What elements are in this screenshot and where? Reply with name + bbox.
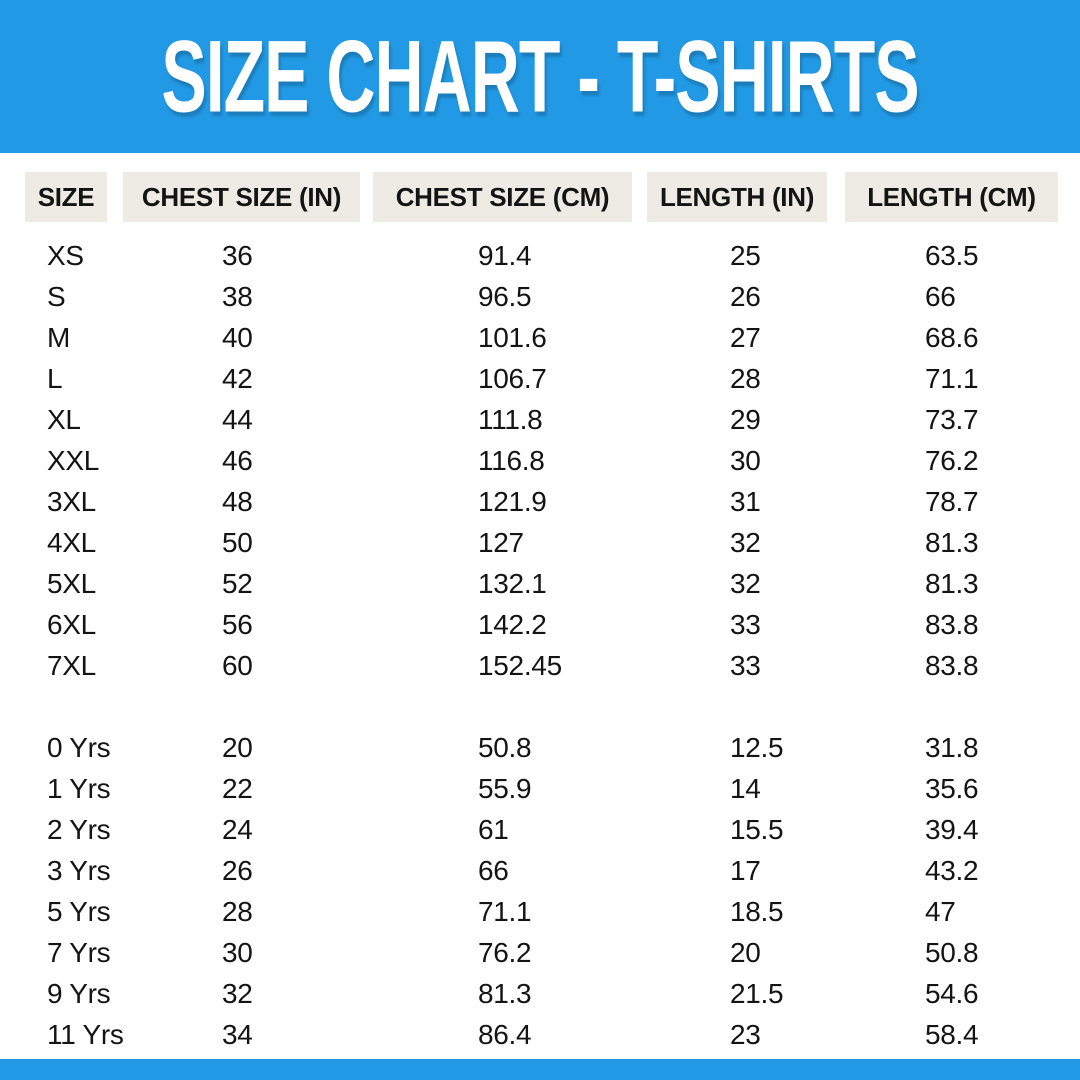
column-header-length-in-wrap — [640, 172, 835, 222]
cell-chest-cm: 101.6 — [478, 322, 547, 353]
cell-chest-in: 44 — [222, 404, 253, 435]
cell-length-in: 18.5 — [730, 896, 784, 927]
cell-length-in: 17 — [730, 855, 761, 886]
cell-length-cm: 47 — [925, 896, 956, 927]
table-row — [0, 481, 1080, 522]
cell-length-in: 27 — [730, 322, 761, 353]
cell-size: L — [47, 363, 63, 394]
cell-length-in: 28 — [730, 363, 761, 394]
cell-length-cm: 31.8 — [925, 732, 979, 763]
cell-size: 2 Yrs — [47, 814, 111, 845]
table-row — [0, 358, 1080, 399]
cell-chest-cm: 61 — [478, 814, 509, 845]
cell-chest-cm: 71.1 — [478, 896, 532, 927]
cell-chest-in: 60 — [222, 650, 253, 681]
cell-chest-cm: 81.3 — [478, 978, 532, 1009]
cell-length-cm: 83.8 — [925, 609, 979, 640]
cell-length-cm: 35.6 — [925, 773, 979, 804]
cell-length-in: 14 — [730, 773, 761, 804]
cell-length-cm: 71.1 — [925, 363, 979, 394]
cell-length-cm: 63.5 — [925, 240, 979, 271]
cell-length-cm: 81.3 — [925, 568, 979, 599]
cell-size: 3XL — [47, 486, 96, 517]
cell-chest-cm: 142.2 — [478, 609, 547, 640]
kids-size-rows — [0, 727, 1080, 1055]
cell-size: 5 Yrs — [47, 896, 111, 927]
table-row — [0, 317, 1080, 358]
cell-size: 1 Yrs — [47, 773, 111, 804]
cell-size: S — [47, 281, 66, 312]
page-title: SIZE CHART - T-SHIRTS — [161, 19, 919, 134]
cell-chest-cm: 50.8 — [478, 732, 532, 763]
cell-size: 3 Yrs — [47, 855, 111, 886]
cell-chest-cm: 111.8 — [478, 404, 543, 435]
table-row — [0, 440, 1080, 481]
table-row — [0, 522, 1080, 563]
table-row — [0, 891, 1080, 932]
cell-chest-cm: 86.4 — [478, 1019, 532, 1050]
table-row — [0, 973, 1080, 1014]
cell-chest-in: 56 — [222, 609, 253, 640]
table-row — [0, 563, 1080, 604]
cell-length-cm: 78.7 — [925, 486, 979, 517]
cell-size: 5XL — [47, 568, 96, 599]
cell-length-cm: 43.2 — [925, 855, 979, 886]
cell-length-in: 29 — [730, 404, 761, 435]
cell-chest-cm: 66 — [478, 855, 509, 886]
cell-size: 7 Yrs — [47, 937, 111, 968]
cell-chest-in: 38 — [222, 281, 253, 312]
table-row — [0, 932, 1080, 973]
cell-length-in: 12.5 — [730, 732, 784, 763]
cell-length-in: 23 — [730, 1019, 761, 1050]
column-header-chest-cm-wrap — [365, 172, 640, 222]
table-row — [0, 235, 1080, 276]
cell-chest-in: 22 — [222, 773, 253, 804]
table-row — [0, 604, 1080, 645]
cell-size: XS — [47, 240, 84, 271]
column-header-chest-in: CHEST SIZE (IN) — [123, 172, 360, 222]
cell-chest-in: 48 — [222, 486, 253, 517]
header-band — [0, 0, 1080, 153]
adult-size-rows — [0, 235, 1080, 686]
column-header-chest-cm: CHEST SIZE (CM) — [373, 172, 632, 222]
table-row — [0, 276, 1080, 317]
cell-length-in: 21.5 — [730, 978, 784, 1009]
cell-length-in: 33 — [730, 650, 761, 681]
table-row — [0, 809, 1080, 850]
cell-size: XXL — [47, 445, 100, 476]
cell-length-in: 33 — [730, 609, 761, 640]
column-header-size-wrap — [0, 172, 115, 222]
cell-length-cm: 66 — [925, 281, 956, 312]
cell-length-in: 32 — [730, 527, 761, 558]
table-row — [0, 645, 1080, 686]
cell-chest-in: 24 — [222, 814, 253, 845]
cell-chest-cm: 106.7 — [478, 363, 547, 394]
column-header-length-cm: LENGTH (CM) — [845, 172, 1058, 222]
cell-length-in: 25 — [730, 240, 761, 271]
cell-chest-cm: 96.5 — [478, 281, 532, 312]
cell-chest-in: 30 — [222, 937, 253, 968]
cell-length-cm: 50.8 — [925, 937, 979, 968]
column-header-chest-in-wrap — [115, 172, 365, 222]
cell-length-cm: 54.6 — [925, 978, 979, 1009]
cell-chest-cm: 116.8 — [478, 445, 545, 476]
cell-length-in: 26 — [730, 281, 761, 312]
cell-chest-cm: 121.9 — [478, 486, 547, 517]
cell-length-cm: 81.3 — [925, 527, 979, 558]
cell-chest-in: 50 — [222, 527, 253, 558]
cell-chest-in: 34 — [222, 1019, 253, 1050]
cell-size: 6XL — [47, 609, 96, 640]
cell-length-cm: 39.4 — [925, 814, 979, 845]
cell-chest-in: 32 — [222, 978, 253, 1009]
cell-size: 7XL — [47, 650, 96, 681]
cell-chest-in: 42 — [222, 363, 253, 394]
cell-chest-in: 46 — [222, 445, 253, 476]
cell-length-in: 15.5 — [730, 814, 784, 845]
cell-chest-cm: 152.45 — [478, 650, 562, 681]
cell-size: 11 Yrs — [47, 1019, 124, 1050]
cell-chest-cm: 76.2 — [478, 937, 532, 968]
cell-chest-in: 36 — [222, 240, 253, 271]
cell-length-cm: 73.7 — [925, 404, 979, 435]
table-row — [0, 727, 1080, 768]
cell-length-cm: 83.8 — [925, 650, 979, 681]
cell-length-cm: 58.4 — [925, 1019, 979, 1050]
cell-chest-in: 26 — [222, 855, 253, 886]
cell-chest-cm: 132.1 — [478, 568, 547, 599]
cell-length-in: 20 — [730, 937, 761, 968]
cell-chest-cm: 55.9 — [478, 773, 532, 804]
cell-length-cm: 76.2 — [925, 445, 979, 476]
cell-chest-in: 40 — [222, 322, 253, 353]
table-row — [0, 850, 1080, 891]
column-header-length-cm-wrap — [835, 172, 1080, 222]
cell-size: M — [47, 322, 71, 353]
footer-band — [0, 1059, 1080, 1080]
cell-chest-in: 28 — [222, 896, 253, 927]
cell-size: XL — [47, 404, 81, 435]
cell-chest-cm: 127 — [478, 527, 524, 558]
table-row — [0, 768, 1080, 809]
table-header-row — [0, 172, 1080, 222]
cell-length-in: 30 — [730, 445, 761, 476]
cell-size: 9 Yrs — [47, 978, 111, 1009]
table-row — [0, 399, 1080, 440]
cell-chest-cm: 91.4 — [478, 240, 532, 271]
cell-length-in: 31 — [730, 486, 761, 517]
cell-length-cm: 68.6 — [925, 322, 979, 353]
cell-chest-in: 52 — [222, 568, 253, 599]
table-row — [0, 1014, 1080, 1055]
cell-size: 0 Yrs — [47, 732, 111, 763]
cell-chest-in: 20 — [222, 732, 253, 763]
cell-length-in: 32 — [730, 568, 761, 599]
column-header-size: SIZE — [25, 172, 107, 222]
column-header-length-in: LENGTH (IN) — [647, 172, 827, 222]
cell-size: 4XL — [47, 527, 96, 558]
